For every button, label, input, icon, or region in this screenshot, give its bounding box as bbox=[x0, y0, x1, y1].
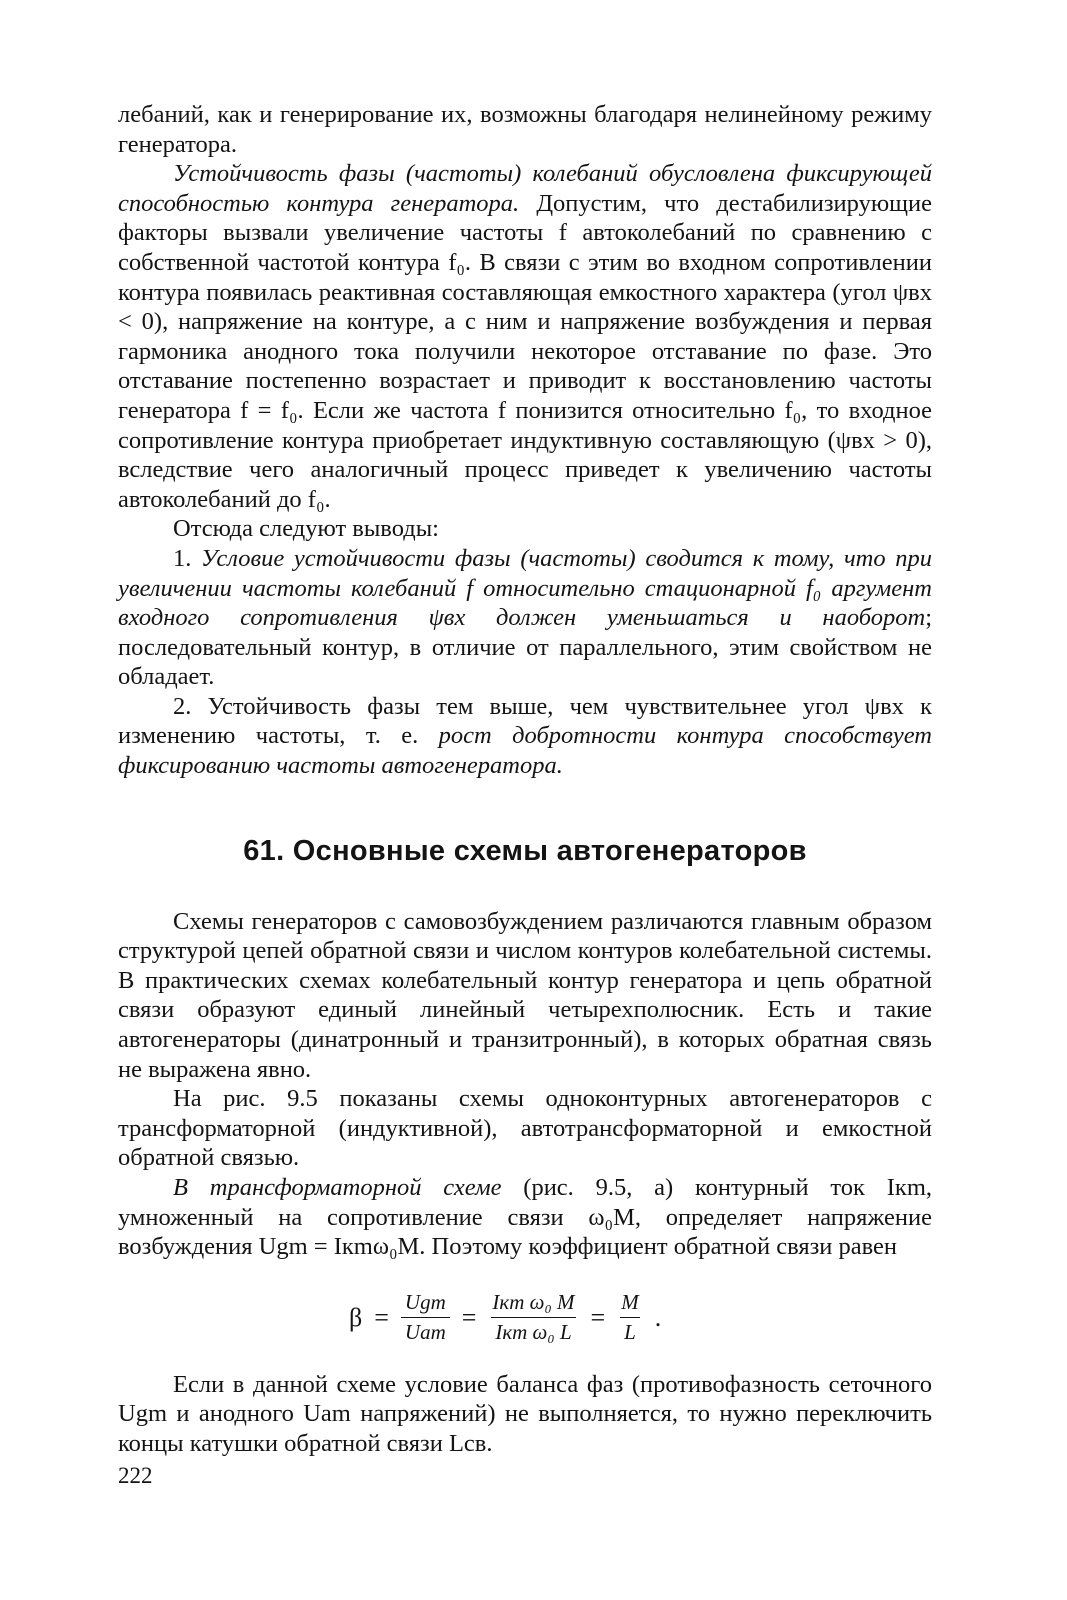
paragraph-transformer-scheme bbox=[118, 1173, 932, 1262]
emphasis-text: Условие устойчивости фазы (частоты) сводится к тому, что при увеличении частоты колебаний f относительно стационарной f₀ аргумент входного сопротивления ψвх должен уменьшаться и наоборот bbox=[118, 544, 933, 632]
page-number: 222 bbox=[118, 1462, 153, 1488]
body-text: (рис. 9.5, а) контурный ток Iкm, умноженный на сопротивление связи ω₀M, определяет напряжение возбуждения Ugm = Iкmω₀M. Поэтому коэффициент обратной связи равен bbox=[118, 1174, 932, 1261]
fraction-denominator: Iкm ω₀ L bbox=[491, 1317, 575, 1348]
body-text: ; последовательный контур, в отличие от параллельного, этим свойством не обладает. bbox=[118, 604, 932, 691]
paragraph-phase-stability bbox=[118, 159, 932, 514]
feedback-coefficient-formula bbox=[118, 1268, 932, 1360]
formula-equals: = bbox=[461, 1303, 477, 1333]
section-heading: 61. Основные схемы автогенераторов bbox=[243, 834, 807, 867]
page bbox=[118, 100, 932, 1490]
conclusion-1 bbox=[118, 544, 932, 692]
formula-lhs: β bbox=[349, 1303, 363, 1333]
paragraph-conclusions-intro: Отсюда следуют выводы: bbox=[173, 515, 439, 543]
paragraph-schemes-intro: Схемы генераторов с самовозбуждением различаются главным образом структурой цепей обратной связи и числом контуров колебательной системы. В практических схемах колебательный контур генератора и цепь обратной связи образуют единый линейный четырехполюсник. Есть и такие автогенераторы (динатронный и транзитронный), в которых обратная связь не выражена явно. bbox=[118, 907, 932, 1083]
fraction-numerator: M bbox=[621, 1289, 639, 1314]
formula-equals: = bbox=[374, 1303, 389, 1333]
paragraph-continuation: лебаний, как и генерирование их, возможны благодаря нелинейному режиму генератора. bbox=[118, 101, 932, 158]
emphasis-text: рост добротности контура способствует фиксированию частоты автогенератора. bbox=[118, 722, 932, 780]
paragraph-phase-balance: Если в данной схеме условие баланса фаз (противофазность сеточного Ugm и анодного Uam напряжений) не выполняется, то нужно переключить концы катушки обратной связи Lсв. bbox=[118, 1370, 932, 1457]
formula-fraction-currents bbox=[488, 1288, 578, 1348]
paragraph-figure-reference: На рис. 9.5 показаны схемы одноконтурных автогенераторов с трансформаторной (индуктивной), автотрансформаторной и емкостной обратной связью. bbox=[118, 1085, 932, 1172]
formula-period: . bbox=[654, 1303, 662, 1333]
conclusion-2 bbox=[118, 692, 932, 781]
emphasis-text: В трансформаторной схеме bbox=[173, 1174, 502, 1201]
body-text: Допустим, что дестабилизирующие факторы вызвали увеличение частоты f автоколебаний по сравнению с собственной частотой контура f₀. В связи с этим во входном сопротивлении контура появилась реактивная составляющая емкостного характера (угол ψвх < 0), напряжение на контуре, а с ним и напряжение возбуждения и первая гармоника анодного тока получили некоторое отставание по фазе. Это отставание постепенно возрастает и приводит к восстановлению частоты генератора f = f₀. Если же частота f понизится относительно f₀, то входное сопротивление контура приобретает индуктивную составляющую (ψвх > 0), вследствие чего аналогичный процесс приведет к увеличению частоты автоколебаний до f₀. bbox=[118, 189, 932, 513]
formula-equals: = bbox=[590, 1303, 606, 1333]
formula-fraction-inductances bbox=[617, 1288, 643, 1348]
fraction-denominator: Uam bbox=[401, 1317, 450, 1348]
emphasis-text: Устойчивость фазы (частоты) колебаний обусловлена фиксирующей способностью контура генератора. bbox=[118, 160, 932, 217]
fraction-numerator: Iкm ω₀ M bbox=[492, 1289, 575, 1314]
conclusion-number: 1. bbox=[173, 544, 202, 572]
fraction-denominator: L bbox=[620, 1317, 640, 1348]
formula-fraction-voltages bbox=[401, 1288, 450, 1348]
body-text: 2. Устойчивость фазы тем выше, чем чувствительнее угол ψвх к изменению частоты, т. е. bbox=[118, 692, 932, 750]
fraction-numerator: Ugm bbox=[404, 1289, 446, 1314]
